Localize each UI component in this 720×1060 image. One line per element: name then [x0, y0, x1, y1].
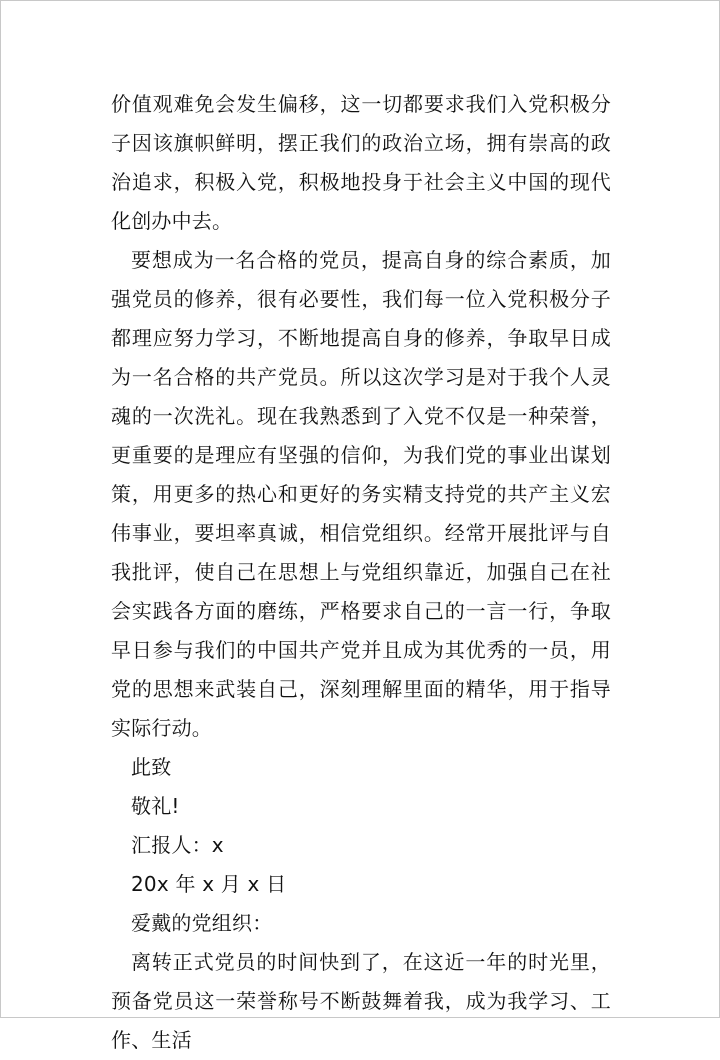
document-body — [111, 85, 611, 1060]
reporter-text: 汇报人：x — [131, 833, 224, 857]
date-text: 20x 年 x 月 x 日 — [131, 872, 287, 896]
greeting-text: 爱戴的党组织： — [131, 911, 273, 935]
salute-text: 敬礼! — [131, 794, 180, 818]
paragraph-party-member: 要想成为一名合格的党员，提高自身的综合素质，加强党员的修养，很有必要性，我们每一位入党积极分子都理应努力学习，不断地提高自身的修养，争取早日成为一名合格的共产党员。所以这次学习是对于我个人灵魂的一次洗礼。现在我熟悉到了入党不仅是一种荣誉，更重要的是理应有坚强的信仰，为我们党的事业出谋划策，用更多的热心和更好的务实精支持党的共产主义宏伟事业，要坦率真诚，相信党组织。经常开展批评与自我批评，使自己在思想上与党组织靠近，加强自己在社会实践各方面的磨练，严格要求自己的一言一行，争取早日参与我们的中国共产党并且成为其优秀的一员，用党的思想来武装自己，深刻理解里面的精华，用于指导实际行动。 — [111, 248, 611, 740]
closing-text: 此致 — [131, 755, 172, 779]
paragraph-continued: 价值观难免会发生偏移，这一切都要求我们入党积极分子因该旗帜鲜明，摆正我们的政治立场，拥有崇高的政治追求，积极入党，积极地投身于社会主义中国的现代化创办中去。 — [111, 92, 611, 233]
paragraph-next-report: 离转正式党员的时间快到了，在这近一年的时光里，预备党员这一荣誉称号不断鼓舞着我，成为我学习、工作、生活 — [111, 950, 611, 1052]
